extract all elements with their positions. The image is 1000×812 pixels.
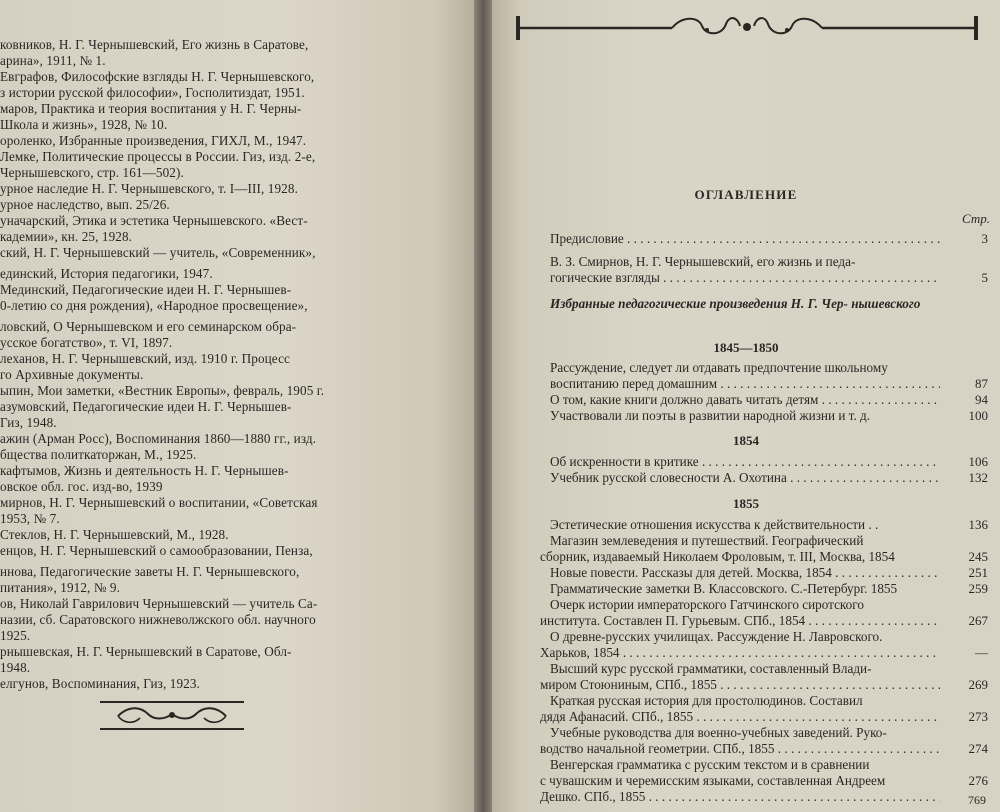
toc-entry-title: сборник, издаваемый Николаем Фроловым, т. III, Москва, 1854: [540, 549, 895, 564]
bibliography-line: ов, Николай Гаврилович Чернышевский — учитель Са-: [0, 596, 318, 611]
bibliography-line: ороленко, Избранные произведения, ГИХЛ, М., 1947.: [0, 133, 307, 148]
right-page: [492, 0, 1000, 812]
bibliography-line: мирнов, Н. Г. Чернышевский о воспитании, «Советская: [0, 495, 318, 510]
bibliography-line: ковников, Н. Г. Чернышевский, Его жизнь в Саратове,: [0, 37, 309, 52]
toc-entry-page: 245: [968, 549, 988, 564]
bibliography-line: усское богатство», т. VI, 1897.: [0, 335, 173, 350]
toc-entry-title: О том, какие книги должно давать читать детям . . .: [550, 392, 940, 408]
toc-entry-title: Новые повести. Рассказы для детей. Москва, 1854 . . .: [550, 565, 940, 581]
bibliography-line: елгунов, Воспоминания, Гиз, 1923.: [0, 676, 200, 691]
toc-entry-title: Дешко. СПб., 1855 . . .: [540, 789, 940, 805]
year-heading: 1854: [733, 433, 759, 448]
toc-entry-title: миром Стоюниным, СПб., 1855 . . .: [540, 677, 940, 693]
toc-entry-title: Высший курс русской грамматики, составленный Влади-: [550, 661, 872, 676]
toc-entry-page: 100: [968, 408, 988, 423]
bibliography-line: леханов, Н. Г. Чернышевский, изд. 1910 г. Процесс: [0, 351, 290, 366]
toc-entry-page: 276: [968, 773, 988, 788]
bibliography-line: арина», 1911, № 1.: [0, 53, 106, 68]
toc-entry-title: воспитанию перед домашним . . .: [550, 376, 940, 392]
toc-entry-page: —: [975, 645, 988, 660]
section-title: Избранные педагогические произведения Н. Г. Чер- нышевского: [550, 296, 921, 311]
toc-entry-page: 259: [968, 581, 988, 596]
toc-entry-page: 106: [968, 454, 988, 469]
bibliography-line: питания», 1912, № 9.: [0, 580, 120, 595]
toc-entry-title: дядя Афанасий. СПб., 1855 . . .: [540, 709, 940, 725]
bibliography-line: Стеклов, Н. Г. Чернышевский, М., 1928.: [0, 527, 229, 542]
toc-entry-title: Грамматические заметки В. Классовского. С.-Петербург. 1855: [550, 581, 898, 596]
year-heading: 1845—1850: [713, 340, 779, 355]
bibliography-line: ловский, О Чернышевском и его семинарском обра-: [0, 319, 297, 334]
bibliography-line: урное наследие Н. Г. Чернышевского, т. I—III, 1928.: [0, 181, 298, 196]
bibliography-line: азумовский, Педагогические идеи Н. Г. Чернышев-: [0, 399, 292, 414]
page-number: 769: [968, 793, 986, 807]
toc-entry-title: О древне-русских училищах. Рассуждение Н. Лавровского.: [550, 629, 883, 644]
left-page: [0, 0, 474, 812]
toc-entry-title: Учебные руководства для военно-учебных заведений. Руко-: [550, 725, 887, 740]
toc-entry-title: Очерк истории императорского Гатчинского сиротского: [550, 597, 864, 612]
bibliography-line: го Архивные документы.: [0, 367, 144, 382]
toc-entry-title: Об искренности в критике . . .: [550, 454, 940, 470]
toc-entry-title: Предисловие . . .: [550, 231, 940, 247]
bibliography-line: ыпин, Мои заметки, «Вестник Европы», февраль, 1905 г.: [0, 383, 325, 398]
bibliography-line: Гиз, 1948.: [0, 415, 57, 430]
bibliography-line: Школа и жизнь», 1928, № 10.: [0, 117, 168, 132]
bibliography-line: рнышевская, Н. Г. Чернышевский в Саратове, Обл-: [0, 644, 292, 659]
headpiece-ornament-icon: [512, 8, 982, 46]
toc-entry-page: 136: [968, 517, 988, 532]
toc-entry-title: В. З. Смирнов, Н. Г. Чернышевский, его жизнь и педа-: [550, 254, 856, 269]
toc-entry-title: Эстетические отношения искусства к действительности . .: [550, 517, 879, 532]
toc-entry-page: 267: [968, 613, 988, 628]
toc-entry-title: Рассуждение, следует ли отдавать предпочтение школьному: [550, 360, 888, 375]
toc-entry-title: Харьков, 1854 . . .: [540, 645, 940, 661]
toc-entry-title: Учебник русской словесности А. Охотина . . .: [550, 470, 940, 486]
toc-entry-page: 274: [968, 741, 988, 756]
toc-entry-title: Краткая русская история для простолюдинов. Составил: [550, 693, 863, 708]
toc-entry-title: водство начальной геометрии. СПб., 1855 . . .: [540, 741, 940, 757]
bibliography-line: назии, сб. Саратовского нижневолжского обл. научного: [0, 612, 316, 627]
bibliography-line: урное наследство, вып. 25/26.: [0, 197, 170, 212]
bibliography-line: Евграфов, Философские взгляды Н. Г. Чернышевского,: [0, 69, 315, 84]
bibliography-line: ский, Н. Г. Чернышевский — учитель, «Современник»,: [0, 245, 316, 260]
bibliography-line: единский, История педагогики, 1947.: [0, 266, 213, 281]
bibliography-line: 0-летию со дня рождения), «Народное просвещение»,: [0, 298, 308, 313]
bibliography-line: ажин (Арман Росс), Воспоминания 1860—1880 гг., изд.: [0, 431, 317, 446]
bibliography-line: енцов, Н. Г. Чернышевский о самообразовании, Пенза,: [0, 543, 313, 558]
bibliography-line: бщества политкаторжан, М., 1925.: [0, 447, 197, 462]
bibliography-line: уначарский, Этика и эстетика Чернышевского. «Вест-: [0, 213, 308, 228]
toc-entry-page: 94: [975, 392, 988, 407]
book-gutter: [474, 0, 492, 812]
bibliography-line: ннова, Педагогические заветы Н. Г. Чернышевского,: [0, 564, 300, 579]
toc-entry-title: гогические взгляды . . .: [550, 270, 940, 286]
bibliography-line: кадемии», кн. 25, 1928.: [0, 229, 133, 244]
bibliography-line: 1925.: [0, 628, 31, 643]
toc-entry-page: 269: [968, 677, 988, 692]
tailpiece-ornament-icon: [98, 696, 246, 734]
toc-entry-title: Магазин землеведения и путешествий. Географический: [550, 533, 864, 548]
toc-entry-page: 3: [981, 231, 988, 246]
toc-entry-title: Венгерская грамматика с русским текстом и в сравнении: [550, 757, 870, 772]
toc-entry-title: института. Составлен П. Гурьевым. СПб., 1854 . . .: [540, 613, 940, 629]
bibliography-line: 1948.: [0, 660, 31, 675]
toc-entry-title: Участвовали ли поэты в развитии народной жизни и т. д.: [550, 408, 871, 423]
year-heading: 1855: [733, 496, 759, 511]
bibliography-line: Чернышевского, стр. 161—502).: [0, 165, 184, 180]
toc-entry-page: 5: [981, 270, 988, 285]
toc-entry-page: 132: [968, 470, 988, 485]
bibliography-line: з истории русской философии», Госполитиздат, 1951.: [0, 85, 305, 100]
bibliography-line: кафтымов, Жизнь и деятельность Н. Г. Чернышев-: [0, 463, 289, 478]
bibliography-line: 1953, № 7.: [0, 511, 60, 526]
bibliography-line: Лемке, Политические процессы в России. Гиз, изд. 2-е,: [0, 149, 316, 164]
toc-entry-page: 273: [968, 709, 988, 724]
bibliography-line: овское обл. гос. изд-во, 1939: [0, 479, 163, 494]
pages-column-header: Стр.: [962, 211, 990, 226]
bibliography-line: маров, Практика и теория воспитания у Н. Г. Черны-: [0, 101, 302, 116]
toc-entry-title: с чувашским и черемисским языками, составленная Андреем: [540, 773, 886, 788]
toc-title: ОГЛАВЛЕНИЕ: [694, 187, 798, 202]
toc-entry-page: 251: [968, 565, 988, 580]
bibliography-line: Мединский, Педагогические идеи Н. Г. Чернышев-: [0, 282, 292, 297]
toc-entry-page: 87: [975, 376, 988, 391]
